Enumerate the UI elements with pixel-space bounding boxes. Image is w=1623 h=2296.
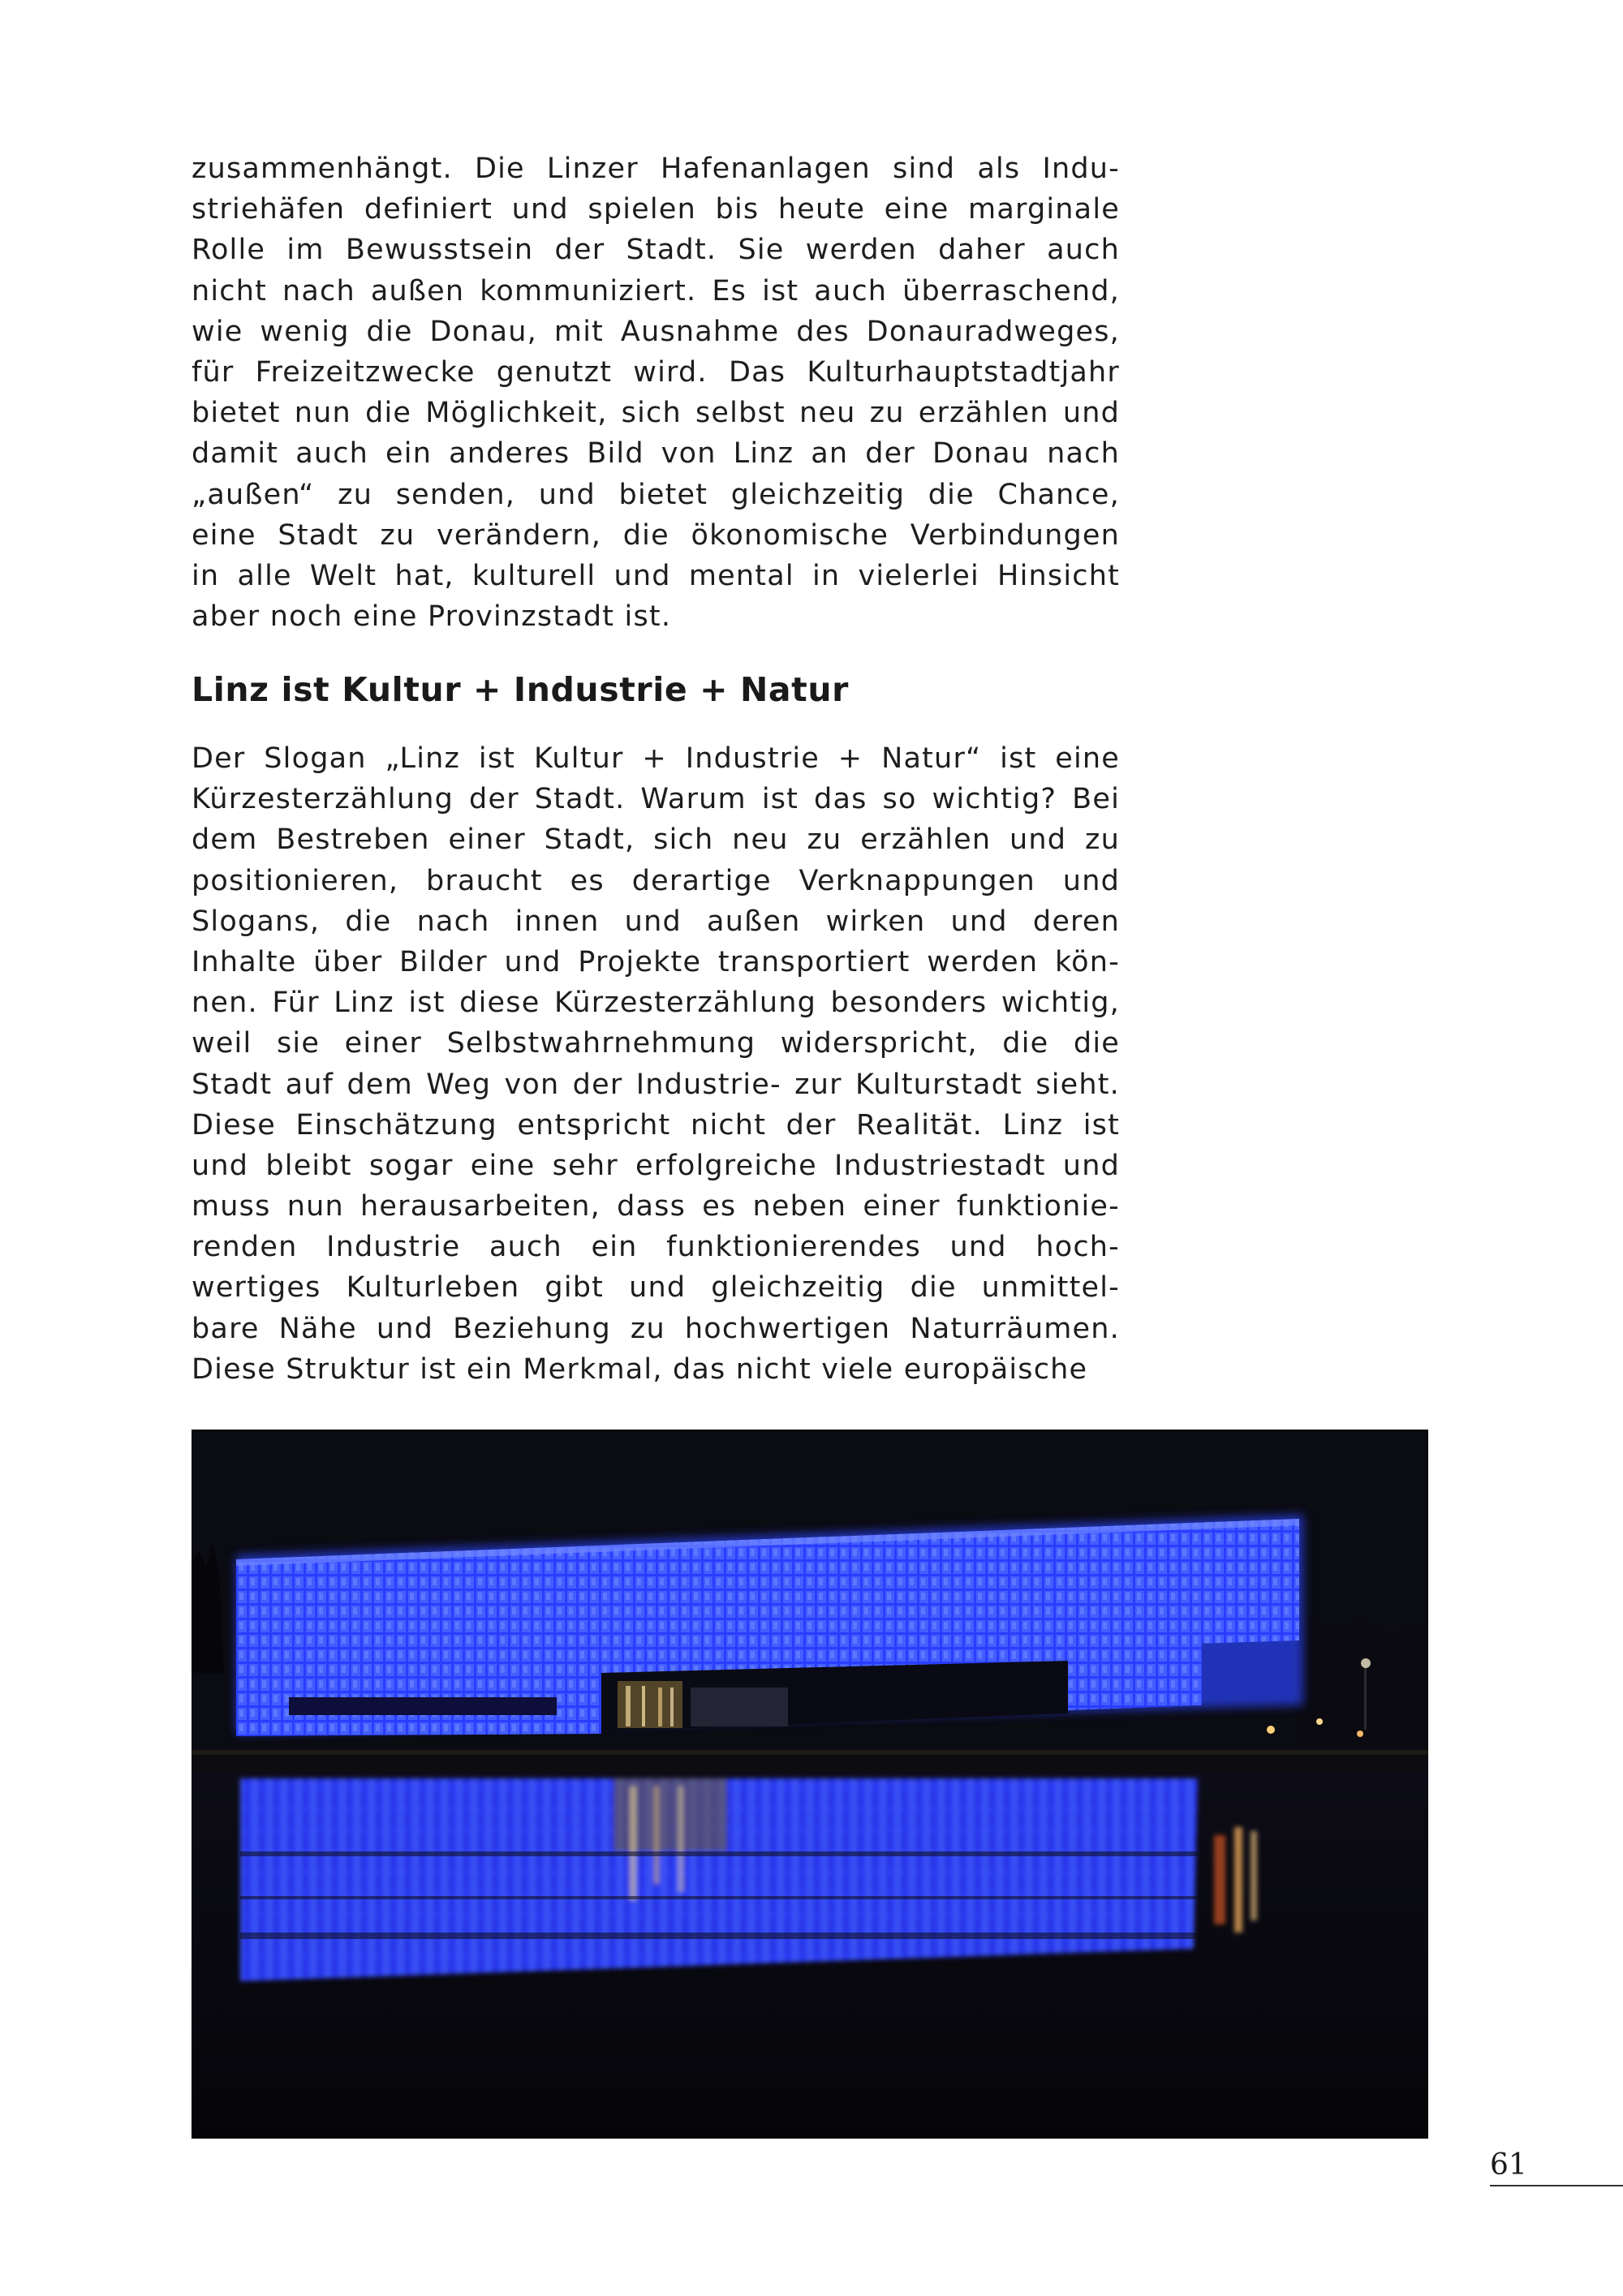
text-line: muss nun herausarbeiten, dass es neben einer funktionie- — [192, 1190, 1120, 1223]
text-line: positionieren, braucht es derartige Verknappungen und — [192, 864, 1120, 897]
text-line: Inhalte über Bilder und Projekte transportiert werden kön- — [192, 945, 1120, 978]
text-line: Rolle im Bewusstsein der Stadt. Sie werden daher auch — [192, 234, 1120, 267]
text-line: Stadt auf dem Weg von der Industrie- zur Kulturstadt sieht. — [192, 1068, 1120, 1101]
text-line: Slogans, die nach innen und außen wirken und deren — [192, 905, 1120, 938]
text-line: nen. Für Linz ist diese Kürzesterzählung besonders wichtig, — [192, 987, 1120, 1020]
text-line: „außen“ zu senden, und bietet gleichzeitig die Chance, — [192, 478, 1120, 511]
text-line: weil sie einer Selbstwahrnehmung widerspricht, die die — [192, 1027, 1120, 1060]
page-number-rule — [1490, 2185, 1623, 2186]
text-line: eine Stadt zu verändern, die ökonomische Verbindungen — [192, 518, 1120, 552]
paragraph-1 — [192, 148, 1120, 637]
text-line: in alle Welt hat, kulturell und mental in vielerlei Hinsicht — [192, 559, 1120, 592]
text-line: damit auch ein anderes Bild von Linz an der Donau nach — [192, 437, 1120, 471]
text-line: Kürzesterzählung der Stadt. Warum ist das so wichtig? Bei — [192, 783, 1120, 816]
text-line: Diese Einschätzung entspricht nicht der Realität. Linz ist — [192, 1108, 1120, 1142]
page-number: 61 — [1490, 2148, 1527, 2182]
text-line: wie wenig die Donau, mit Ausnahme des Donauradweges, — [192, 315, 1120, 348]
text-line: dem Bestreben einer Stadt, sich neu zu erzählen und zu — [192, 823, 1120, 857]
section-heading: Linz ist Kultur + Industrie + Natur — [192, 670, 849, 709]
text-line: nicht nach außen kommuniziert. Es ist auch überraschend, — [192, 274, 1120, 307]
text-line: bietet nun die Möglichkeit, sich selbst neu zu erzählen und — [192, 397, 1120, 430]
text-line: Der Slogan „Linz ist Kultur + Industrie + Natur“ ist eine — [192, 742, 1120, 775]
paragraph-2 — [192, 738, 1120, 1390]
building-reflection — [240, 1778, 1257, 1981]
text-line: für Freizeitzwecke genutzt wird. Das Kulturhauptstadtjahr — [192, 355, 1120, 389]
text-line: bare Nähe und Beziehung zu hochwertigen Naturräumen. — [192, 1312, 1120, 1345]
text-line: wertiges Kulturleben gibt und gleichzeitig die unmittel- — [192, 1271, 1120, 1305]
text-line: renden Industrie auch ein funktionierendes und hoch- — [192, 1231, 1120, 1264]
text-line: Diese Struktur ist ein Merkmal, das nicht viele europäische — [192, 1352, 1088, 1386]
night-building-photo — [192, 1430, 1428, 2139]
text-line: aber noch eine Provinzstadt ist. — [192, 600, 672, 634]
text-line: und bleibt sogar eine sehr erfolgreiche Industriestadt und — [192, 1149, 1120, 1182]
text-line: zusammenhängt. Die Linzer Hafenanlagen sind als Indu- — [192, 153, 1120, 185]
text-line: striehäfen definiert und spielen bis heute eine marginale — [192, 193, 1120, 226]
